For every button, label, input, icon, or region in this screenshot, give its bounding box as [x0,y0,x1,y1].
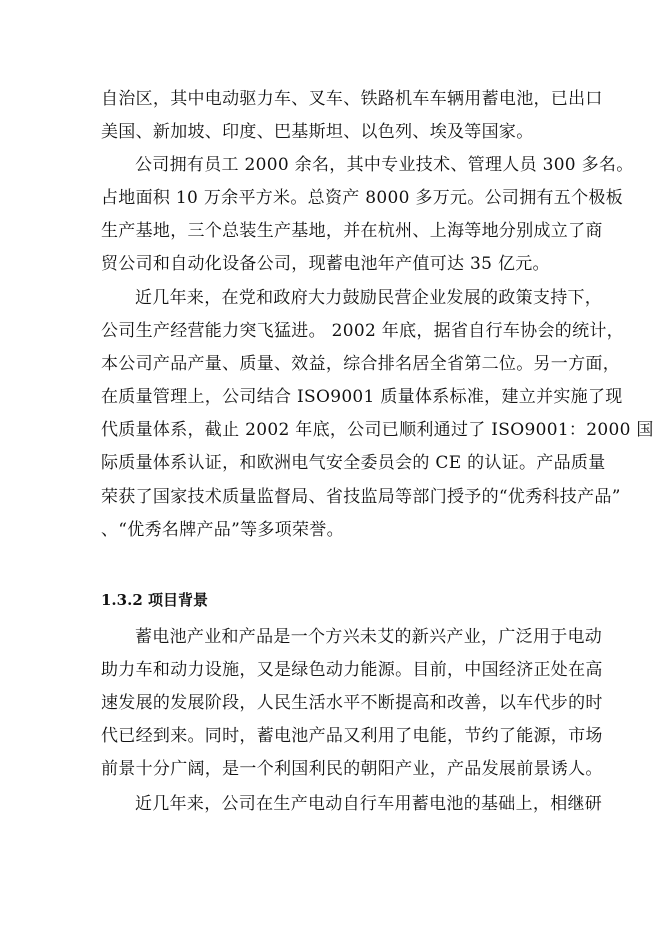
text-line: 荣获了国家技术质量监督局、省技监局等部门授予的“优秀科技产品” [101,487,621,507]
text-line: 速发展的发展阶段，人民生活水平不断提高和改善，以车代步的时 [101,693,603,713]
text-line: 美国、新加坡、印度、巴基斯坦、以色列、埃及等国家。 [101,122,534,142]
text-line: 助力车和动力设施，又是绿色动力能源。目前，中国经济正处在高 [101,660,603,680]
text-line: 公司拥有员工 2000 余名，其中专业技术、管理人员 300 多名。 [135,155,634,175]
text-line: 代质量体系，截止 2002 年底，公司已顺利通过了 ISO9001：2000 国 [101,420,654,440]
text-line: 贸公司和自动化设备公司，现蓄电池年产值可达 35 亿元。 [101,254,550,274]
text-line: 自治区，其中电动驱力车、叉车、铁路机车车辆用蓄电池，已出口 [101,89,603,109]
text-line: 代已经到来。同时，蓄电池产品又利用了电能，节约了能源，市场 [101,726,603,746]
text-line: 本公司产品产量、质量、效益，综合排名居全省第二位。另一方面， [101,354,620,374]
text-line: 占地面积 10 万余平方米。总资产 8000 多万元。公司拥有五个极板 [101,188,624,208]
section-heading: 1.3.2 项目背景 [101,591,208,609]
text-line: 蓄电池产业和产品是一个方兴未艾的新兴产业，广泛用于电动 [135,627,603,647]
text-line: 前景十分广阔，是一个利国利民的朝阳产业，产品发展前景诱人。 [101,759,603,779]
text-line: 公司生产经营能力突飞猛进。 2002 年底，据省自行车协会的统计， [101,321,624,341]
text-line: 、“优秀名牌产品”等多项荣誉。 [101,520,344,540]
text-line: 在质量管理上，公司结合 ISO9001 质量体系标准，建立并实施了现 [101,387,623,407]
text-line: 近几年来，公司在生产电动自行车用蓄电池的基础上，相继研 [135,794,603,814]
text-line: 际质量体系认证，和欧洲电气安全委员会的 CE 的认证。产品质量 [101,453,606,473]
text-line: 近几年来，在党和政府大力鼓励民营企业发展的政策支持下， [135,288,603,308]
text-line: 生产基地，三个总装生产基地，并在杭州、上海等地分别成立了商 [101,221,603,241]
